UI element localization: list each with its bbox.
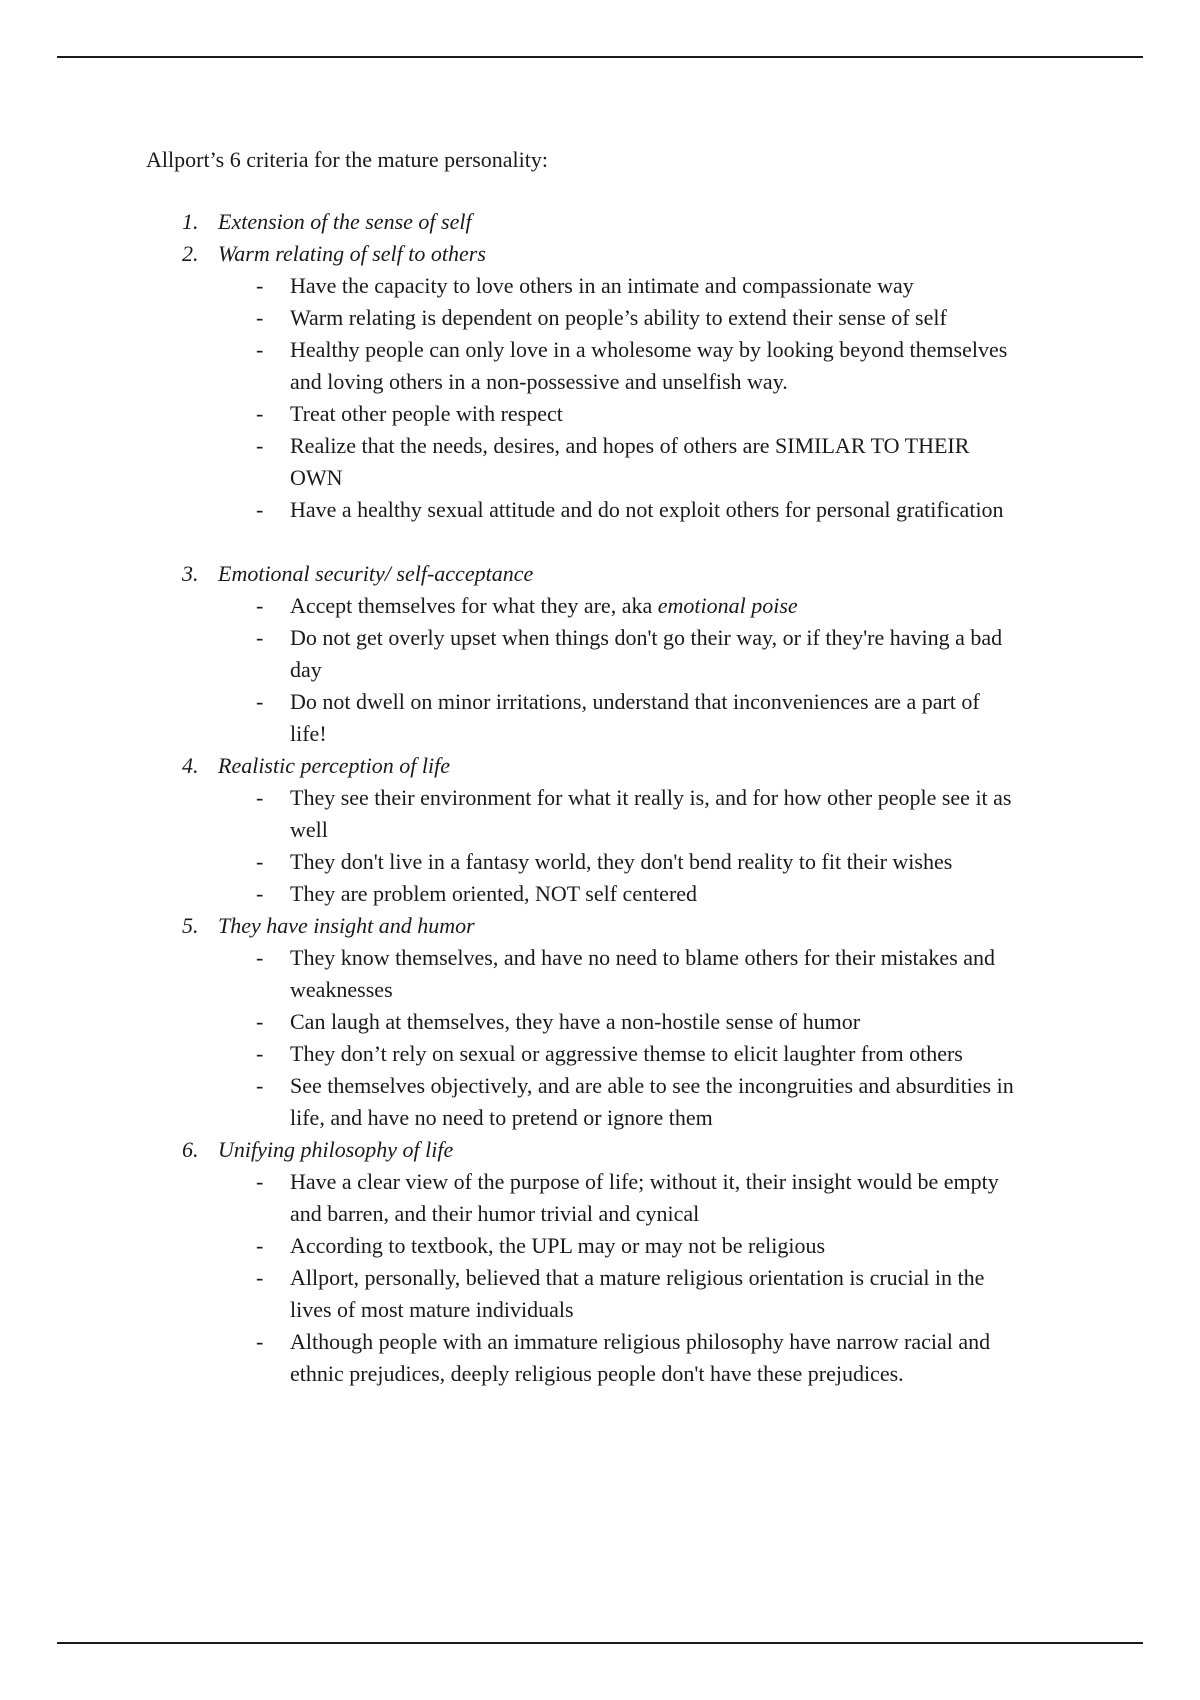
bullet-dash: - bbox=[256, 305, 264, 330]
criterion-number: 2. bbox=[182, 241, 199, 266]
bullet-dash: - bbox=[256, 273, 264, 298]
bullet-text: Have a clear view of the purpose of life; without it, their insight would be empty bbox=[290, 1169, 999, 1194]
bullet-text: Warm relating is dependent on people’s ability to extend their sense of self bbox=[290, 305, 947, 330]
bullet-text-continued: life! bbox=[290, 721, 327, 746]
bullet-dash: - bbox=[256, 881, 264, 906]
bullet-text: Do not dwell on minor irritations, understand that inconveniences are a part of bbox=[290, 689, 980, 714]
bottom-rule bbox=[57, 1642, 1143, 1644]
bullet-text-continued: weaknesses bbox=[290, 977, 393, 1002]
criterion-title: Realistic perception of life bbox=[218, 753, 450, 778]
bullet-dash: - bbox=[256, 1041, 264, 1066]
bullet-text-continued: and loving others in a non-possessive and unselfish way. bbox=[290, 369, 788, 394]
bullet-text: Treat other people with respect bbox=[290, 401, 563, 426]
criterion-number: 3. bbox=[182, 561, 199, 586]
criterion-title: Emotional security/ self-acceptance bbox=[218, 561, 534, 586]
criterion-title: Warm relating of self to others bbox=[218, 241, 486, 266]
bullet-dash: - bbox=[256, 593, 264, 618]
criterion-number: 5. bbox=[182, 913, 199, 938]
bullet-text-continued: lives of most mature individuals bbox=[290, 1297, 574, 1322]
criterion-number: 1. bbox=[182, 209, 199, 234]
document-heading: Allport’s 6 criteria for the mature personality: bbox=[146, 147, 548, 172]
bullet-dash: - bbox=[256, 785, 264, 810]
bullet-text: Have a healthy sexual attitude and do not exploit others for personal gratification bbox=[290, 497, 1004, 522]
bullet-text: Realize that the needs, desires, and hopes of others are SIMILAR TO THEIR bbox=[290, 433, 970, 458]
bullet-text: Do not get overly upset when things don't go their way, or if they're having a bad bbox=[290, 625, 1003, 650]
bullet-dash: - bbox=[256, 433, 264, 458]
bullet-text-continued: OWN bbox=[290, 465, 343, 490]
bullet-text-continued: life, and have no need to pretend or ignore them bbox=[290, 1105, 713, 1130]
bullet-text: They know themselves, and have no need to blame others for their mistakes and bbox=[290, 945, 996, 970]
bullet-text: Although people with an immature religious philosophy have narrow racial and bbox=[290, 1329, 991, 1354]
bullet-text: They see their environment for what it really is, and for how other people see it as bbox=[290, 785, 1012, 810]
bullet-text: Have the capacity to love others in an intimate and compassionate way bbox=[290, 273, 914, 298]
bullet-text-lead: Accept themselves for what they are, aka bbox=[290, 593, 658, 618]
bullet-dash: - bbox=[256, 1329, 264, 1354]
bullet-text-continued: and barren, and their humor trivial and cynical bbox=[290, 1201, 700, 1226]
emphasis-text: emotional poise bbox=[657, 593, 798, 618]
bullet-text bbox=[290, 590, 798, 622]
bullet-text: See themselves objectively, and are able to see the incongruities and absurdities in bbox=[290, 1073, 1014, 1098]
bullet-dash: - bbox=[256, 689, 264, 714]
bullet-dash: - bbox=[256, 1009, 264, 1034]
criterion-number: 4. bbox=[182, 753, 199, 778]
bullet-text-continued: ethnic prejudices, deeply religious people don't have these prejudices. bbox=[290, 1361, 904, 1386]
bullet-text: They don't live in a fantasy world, they don't bend reality to fit their wishes bbox=[290, 849, 953, 874]
criterion-title: Unifying philosophy of life bbox=[218, 1137, 454, 1162]
criterion-title: Extension of the sense of self bbox=[218, 209, 472, 234]
bullet-text: Allport, personally, believed that a mature religious orientation is crucial in the bbox=[290, 1265, 985, 1290]
bullet-dash: - bbox=[256, 1073, 264, 1098]
bullet-dash: - bbox=[256, 1169, 264, 1194]
bullet-text-continued: well bbox=[290, 817, 328, 842]
top-rule bbox=[57, 56, 1143, 58]
criterion-title: They have insight and humor bbox=[218, 913, 475, 938]
bullet-dash: - bbox=[256, 945, 264, 970]
bullet-dash: - bbox=[256, 625, 264, 650]
bullet-dash: - bbox=[256, 497, 264, 522]
bullet-text: They are problem oriented, NOT self centered bbox=[290, 881, 698, 906]
bullet-text: They don’t rely on sexual or aggressive themse to elicit laughter from others bbox=[290, 1041, 963, 1066]
bullet-dash: - bbox=[256, 337, 264, 362]
bullet-dash: - bbox=[256, 1265, 264, 1290]
bullet-dash: - bbox=[256, 1233, 264, 1258]
bullet-text: Can laugh at themselves, they have a non-hostile sense of humor bbox=[290, 1009, 861, 1034]
criterion-number: 6. bbox=[182, 1137, 199, 1162]
bullet-text-continued: day bbox=[290, 657, 322, 682]
bullet-dash: - bbox=[256, 849, 264, 874]
bullet-text: According to textbook, the UPL may or may not be religious bbox=[290, 1233, 826, 1258]
bullet-dash: - bbox=[256, 401, 264, 426]
bullet-text: Healthy people can only love in a wholesome way by looking beyond themselves bbox=[290, 337, 1008, 362]
